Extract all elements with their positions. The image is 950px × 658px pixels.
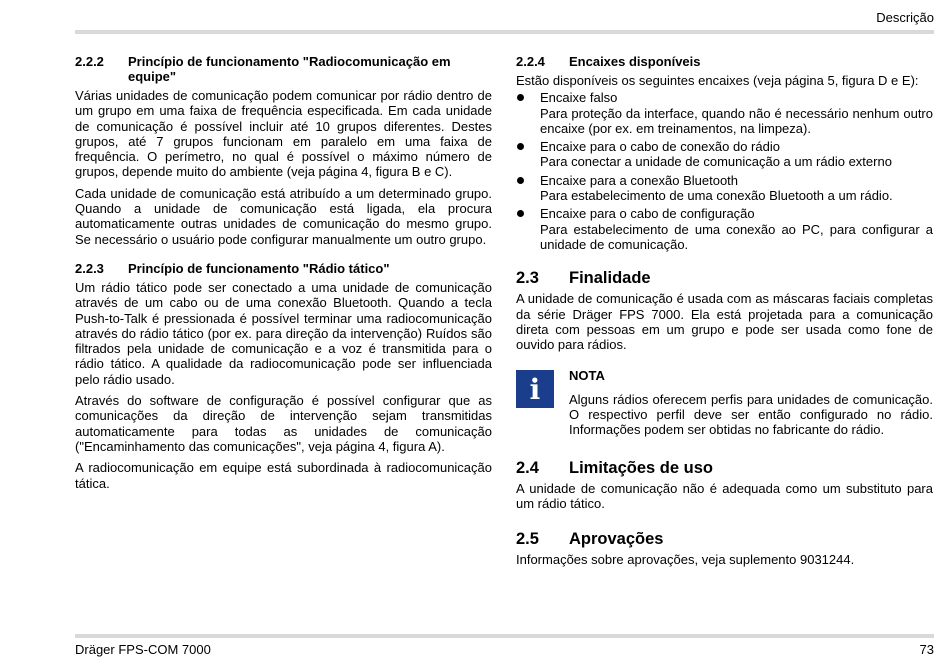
- section-2-2-4-heading: [516, 54, 933, 69]
- list-item: [516, 139, 933, 170]
- footer-product: Dräger FPS-COM 7000: [75, 642, 211, 657]
- section-title: Princípio de funcionamento "Rádio tático": [128, 260, 390, 276]
- section-title: Limitações de uso: [569, 458, 713, 477]
- section-2-2-2-heading: [75, 54, 492, 84]
- section-2-4-heading: [516, 458, 933, 478]
- section-number: 2.2.4: [516, 54, 545, 69]
- paragraph: Informações sobre aprovações, veja suplemento 9031244.: [516, 552, 855, 568]
- list-item: [516, 173, 933, 204]
- item-title: Encaixe falso: [540, 90, 618, 106]
- paragraph: Cada unidade de comunicação está atribuído a um determinado grupo. Quando a unidade de comunicação está ligada, ela procura automaticamente outras unidades de comunicação do mesmo grupo. Se necessário o usuário pode configurar manualmente um outro grupo.: [75, 185, 492, 247]
- adapter-list: [516, 90, 933, 252]
- item-desc: Para conectar a unidade de comunicação a um rádio externo: [540, 154, 892, 170]
- paragraph: Um rádio tático pode ser conectado a uma unidade de comunicação através de um cabo ou de uma conexão Bluetooth. Quando a tecla Push-to-Talk é pressionada é possível terminar uma radiocomunicação através do rádio tático (por ex. para direção da intervenção) Ruídos são filtrados pela unidade de comunicação e a voz é transmitida para o rádio tático. A qualidade da radiocomunicação pode ser influenciada pelo rádio usado.: [75, 279, 492, 387]
- item-desc: Para proteção da interface, quando não é necessário nenhum outro encaixe (por ex. em treinamentos, na limpeza).: [540, 105, 933, 136]
- paragraph: A unidade de comunicação não é adequada como um substituto para um rádio tático.: [516, 480, 933, 511]
- note-box: [516, 368, 933, 437]
- section-2-3-heading: [516, 268, 933, 288]
- paragraph: Várias unidades de comunicação podem comunicar por rádio dentro de um grupo em uma faixa de frequência especificada. Em cada unidade de comunicação é possível incluir até 10 grupos diferentes. Destes grupos, até 7 grupos funcionam em paralelo em uma faixa de frequência. O perímetro, no qual é possível o máximo número de grupos, depende muito do ambiente (veja página 4, figura B e C).: [75, 88, 492, 180]
- section-title: Aprovações: [569, 530, 664, 549]
- list-item: [516, 90, 933, 136]
- item-desc: Para estabelecimento de uma conexão ao PC, para configurar a unidade de comunicação.: [540, 221, 933, 252]
- section-number: 2.5: [516, 530, 539, 549]
- running-header: Descrição: [876, 10, 934, 25]
- section-number: 2.4: [516, 458, 539, 477]
- paragraph: Estão disponíveis os seguintes encaixes (veja página 5, figura D e E):: [516, 73, 919, 88]
- section-title: Encaixes disponíveis: [569, 54, 701, 69]
- bullet-icon: [516, 90, 540, 136]
- bullet-icon: [516, 139, 540, 170]
- section-title: Finalidade: [569, 269, 651, 288]
- section-2-2-3-heading: [75, 261, 492, 276]
- item-title: Encaixe para o cabo de configuração: [540, 206, 755, 222]
- section-number: 2.2.3: [75, 260, 104, 276]
- item-desc: Para estabelecimento de uma conexão Bluetooth a um rádio.: [540, 188, 893, 204]
- item-title: Encaixe para o cabo de conexão do rádio: [540, 139, 780, 155]
- paragraph: A radiocomunicação em equipe está subordinada à radiocomunicação tática.: [75, 460, 492, 491]
- bullet-icon: [516, 173, 540, 204]
- note-title: NOTA: [569, 368, 605, 384]
- section-title: Princípio de funcionamento "Radiocomunicação em equipe": [128, 54, 451, 84]
- paragraph: Através do software de configuração é possível configurar que as comunicações da direção de intervenção sejam transmitidas automaticamente para todas as unidades de comunicação ("Encaminhamento das comunicações", veja página 4, figura A).: [75, 393, 492, 454]
- page-number: 73: [919, 642, 934, 657]
- list-item: [516, 206, 933, 252]
- bullet-icon: [516, 206, 540, 252]
- footer-rule: [75, 634, 934, 638]
- header-rule: [75, 30, 934, 34]
- note-text: Alguns rádios oferecem perfis para unidades de comunicação. O respectivo perfil deve ser então configurado no rádio. Informações podem ser obtidas no fabricante do rádio.: [569, 391, 933, 438]
- item-title: Encaixe para a conexão Bluetooth: [540, 172, 739, 188]
- paragraph: A unidade de comunicação é usada com as máscaras faciais completas da série Dräger FPS 7000. Ela está projetada para a comunicação direta com pessoas em um grupo e pode ser usada como fone de ouvido para rádios.: [516, 291, 933, 353]
- section-2-5-heading: [516, 529, 933, 549]
- left-column: [75, 54, 492, 497]
- section-number: 2.2.2: [75, 54, 104, 69]
- section-number: 2.3: [516, 269, 539, 288]
- info-icon: i: [516, 370, 554, 408]
- right-column: [516, 54, 933, 574]
